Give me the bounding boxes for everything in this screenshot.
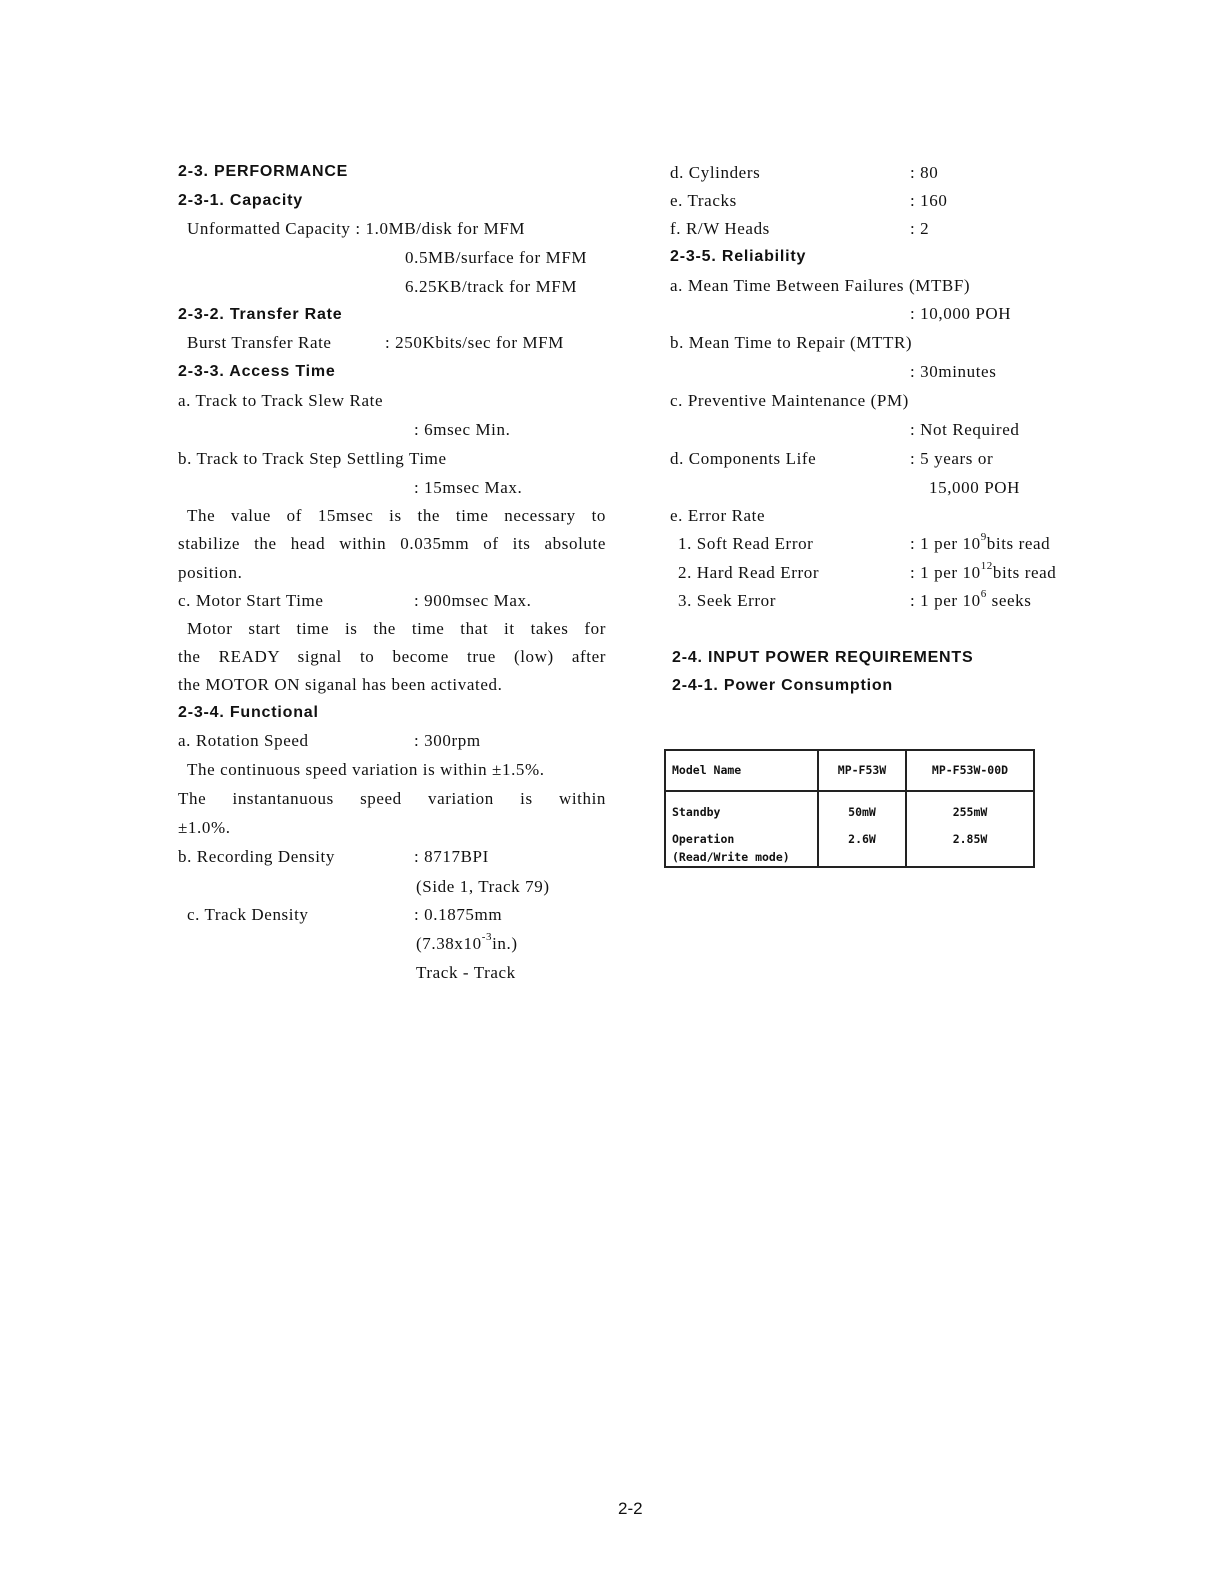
subsection-heading-transfer-rate: 2-3-2. Transfer Rate [178, 306, 343, 323]
seek-error-label: 3. Seek Error [678, 591, 776, 610]
subsection-heading-reliability: 2-3-5. Reliability [670, 248, 807, 265]
motor-start-label: c. Motor Start Time [178, 591, 324, 610]
mtbf-value: : 10,000 POH [910, 304, 1012, 323]
table-cell-operation-f53w-00d: 2.85W [906, 820, 1034, 867]
speed-variation-line-1: The continuous speed variation is within ±1.5%. [187, 760, 545, 779]
soft-read-error-value: : 1 per $10^9bits$ read [910, 531, 1051, 553]
mttr-label: b. Mean Time to Repair (MTTR) [670, 333, 913, 352]
pm-value: : Not Required [910, 420, 1020, 439]
seek-error-value: : 1 per $10^6$ seeks [910, 588, 1032, 610]
subsection-heading-power-consumption: 2-4-1. Power Consumption [672, 677, 893, 694]
section-heading-performance: 2-3. PERFORMANCE [178, 163, 349, 180]
error-rate-label: e. Error Rate [670, 506, 766, 525]
power-consumption-table [664, 749, 1035, 868]
table-cell-standby-f53w-00d: 255mW [906, 791, 1034, 820]
speed-variation-line-2: The instantanuous speed variation is within [178, 789, 606, 808]
unformatted-capacity-track: 6.25KB/track for MFM [405, 277, 578, 296]
mttr-value: : 30minutes [910, 362, 997, 381]
table-header-mp-f53w-00d: MP-F53W-00D [906, 750, 1034, 791]
motor-note-line-1: Motor start time is the time that it takes for [187, 619, 606, 638]
settling-note-line-2: stabilize the head within 0.035mm of its absolute [178, 534, 606, 553]
track-density-value: : 0.1875mm [414, 905, 503, 924]
table-cell-operation-sub: (Read/Write mode) [672, 850, 790, 864]
table-cell-operation-f53w: 2.6W [818, 820, 906, 867]
hard-read-error-label: 2. Hard Read Error [678, 563, 820, 582]
motor-note-line-3: the MOTOR ON siganal has been activated. [178, 675, 503, 694]
track-density-note: Track - Track [416, 963, 516, 982]
cylinders-value: : 80 [910, 163, 939, 182]
tracks-label: e. Tracks [670, 191, 737, 210]
rw-heads-value: : 2 [910, 219, 930, 238]
table-row [665, 791, 1034, 820]
settling-note-line-1: The value of 15msec is the time necessary to [187, 506, 606, 525]
tracks-value: : 160 [910, 191, 948, 210]
subsection-heading-access-time: 2-3-3. Access Time [178, 363, 336, 380]
recording-density-label: b. Recording Density [178, 847, 335, 866]
cylinders-label: d. Cylinders [670, 163, 761, 182]
unformatted-capacity-line: Unformatted Capacity : 1.0MB/disk for MFM [187, 219, 526, 238]
subsection-heading-capacity: 2-3-1. Capacity [178, 192, 303, 209]
settling-time-label: b. Track to Track Step Settling Time [178, 449, 447, 468]
table-cell-operation: Operation (Read/Write mode) [665, 820, 818, 867]
page-number: 2-2 [618, 1499, 643, 1518]
table-cell-standby: Standby [665, 791, 818, 820]
rw-heads-label: f. R/W Heads [670, 219, 770, 238]
pm-label: c. Preventive Maintenance (PM) [670, 391, 909, 410]
speed-variation-line-3: ±1.0%. [178, 818, 231, 837]
table-row [665, 820, 1034, 867]
mtbf-label: a. Mean Time Between Failures (MTBF) [670, 276, 971, 295]
table-header-model-name: Model Name [665, 750, 818, 791]
components-life-value: : 5 years or [910, 449, 994, 468]
hard-read-error-value: : 1 per $10^{12}bits$ read [910, 560, 1057, 582]
subsection-heading-functional: 2-3-4. Functional [178, 704, 319, 721]
settling-note-line-3: position. [178, 563, 243, 582]
motor-start-value: : 900msec Max. [414, 591, 532, 610]
slew-rate-label: a. Track to Track Slew Rate [178, 391, 384, 410]
burst-transfer-label: Burst Transfer Rate [187, 333, 332, 352]
burst-transfer-value: : 250Kbits/sec for MFM [385, 333, 564, 352]
soft-read-error-label: 1. Soft Read Error [678, 534, 814, 553]
track-density-inches: $(7.38x10^{-3}in.)$ [416, 931, 518, 953]
table-header-mp-f53w: MP-F53W [818, 750, 906, 791]
motor-note-line-2: the READY signal to become true (low) after [178, 647, 606, 666]
components-life-label: d. Components Life [670, 449, 817, 468]
table-cell-standby-f53w: 50mW [818, 791, 906, 820]
unformatted-capacity-surface: 0.5MB/surface for MFM [405, 248, 588, 267]
recording-density-note: (Side 1, Track 79) [416, 877, 550, 896]
rotation-speed-label: a. Rotation Speed [178, 731, 309, 750]
track-density-label: c. Track Density [187, 905, 309, 924]
recording-density-value: : 8717BPI [414, 847, 489, 866]
rotation-speed-value: : 300rpm [414, 731, 481, 750]
slew-rate-value: : 6msec Min. [414, 420, 511, 439]
components-life-value-2: 15,000 POH [929, 478, 1021, 497]
table-header-row [665, 750, 1034, 791]
settling-time-value: : 15msec Max. [414, 478, 523, 497]
section-heading-input-power: 2-4. INPUT POWER REQUIREMENTS [672, 649, 974, 666]
